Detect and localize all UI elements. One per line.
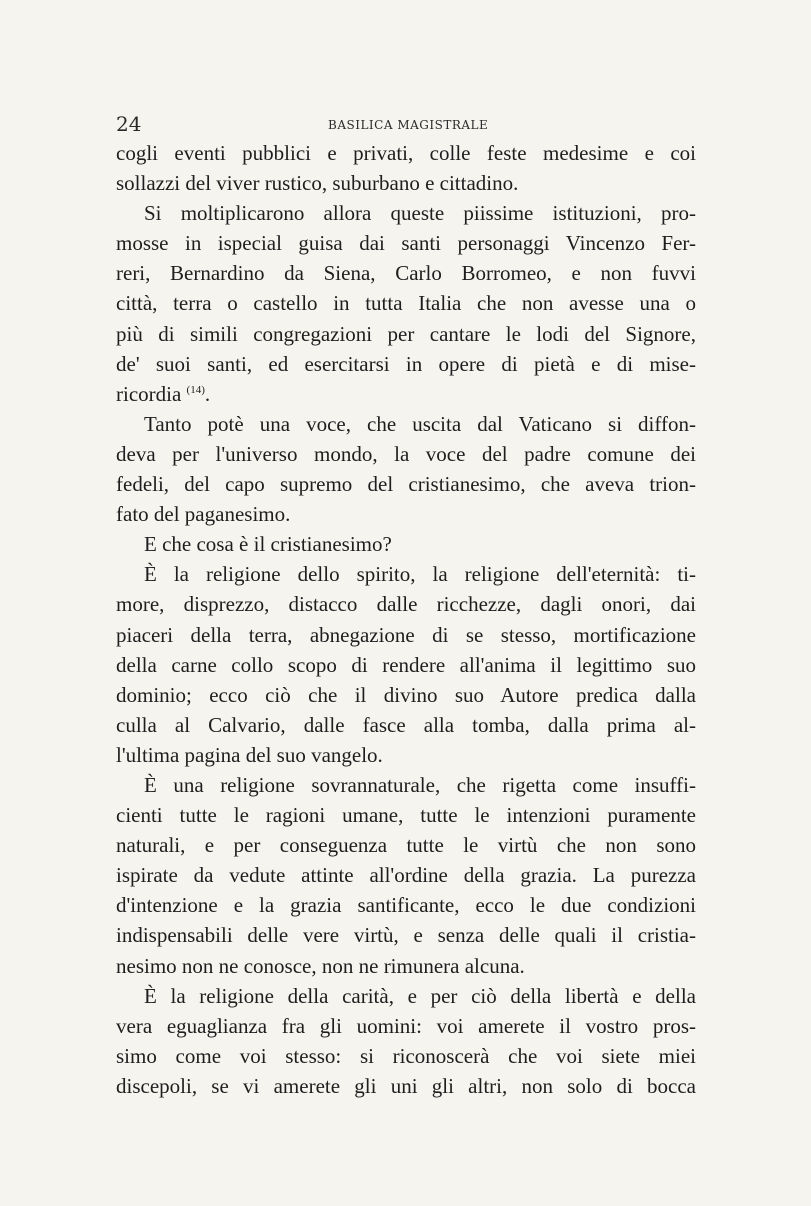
line-text: cienti tutte le ragioni umane, tutte le intenzioni puramente xyxy=(116,803,696,828)
text-line xyxy=(116,559,696,589)
line-text: sollazzi del viver rustico, suburbano e cittadino. xyxy=(116,171,519,196)
text-line xyxy=(116,800,696,830)
line-text: d'intenzione e la grazia santificante, ecco le due condizioni xyxy=(116,893,696,918)
text-line xyxy=(116,379,696,409)
page-header xyxy=(116,112,696,136)
line-text: della carne collo scopo di rendere all'anima il legittimo suo xyxy=(116,652,696,677)
line-text: deva per l'universo mondo, la voce del padre comune dei xyxy=(116,441,696,466)
line-text: simo come voi stesso: si riconoscerà che voi siete miei xyxy=(116,1043,696,1068)
line-text: ricordia xyxy=(116,381,182,406)
text-line xyxy=(116,168,696,198)
text-line xyxy=(116,138,696,168)
text-line xyxy=(116,258,696,288)
line-text: mosse in ispecial guisa dai santi personaggi Vincenzo Fer- xyxy=(116,231,696,256)
line-text: fedeli, del capo supremo del cristianesimo, che aveva trion- xyxy=(116,472,696,497)
text-line xyxy=(116,770,696,800)
line-text: È una religione sovrannaturale, che rigetta come insuffi- xyxy=(144,772,696,797)
text-line xyxy=(116,680,696,710)
text-line xyxy=(116,830,696,860)
line-text: piaceri della terra, abnegazione di se stesso, mortificazione xyxy=(116,622,696,647)
text-line xyxy=(116,710,696,740)
line-text: città, terra o castello in tutta Italia che non avesse una o xyxy=(116,291,696,316)
text-line xyxy=(116,650,696,680)
line-text: indispensabili delle vere virtù, e senza delle quali il cristia- xyxy=(116,923,696,948)
line-text: reri, Bernardino da Siena, Carlo Borromeo, e non fuvvi xyxy=(116,261,696,286)
line-text: fato del paganesimo. xyxy=(116,502,291,527)
line-text: more, disprezzo, distacco dalle ricchezze, dagli onori, dai xyxy=(116,592,696,617)
text-line xyxy=(116,529,696,559)
footnote-ref: (14) xyxy=(186,383,205,396)
text-line xyxy=(116,499,696,529)
text-line xyxy=(116,620,696,650)
text-line xyxy=(116,469,696,499)
running-title: BASILICA MAGISTRALE xyxy=(328,118,489,132)
text-line xyxy=(116,740,696,770)
line-text: culla al Calvario, dalle fasce alla tomba, dalla prima al- xyxy=(116,712,696,737)
line-text: È la religione dello spirito, la religione dell'eternità: ti- xyxy=(144,562,696,587)
text-line xyxy=(116,198,696,228)
line-text: dominio; ecco ciò che il divino suo Autore predica dalla xyxy=(116,682,696,707)
line-text: Tanto potè una voce, che uscita dal Vaticano si diffon- xyxy=(144,411,696,436)
text-line xyxy=(116,589,696,619)
text-line xyxy=(116,920,696,950)
line-text: l'ultima pagina del suo vangelo. xyxy=(116,742,383,767)
text-line xyxy=(116,319,696,349)
text-line xyxy=(116,860,696,890)
text-line xyxy=(116,981,696,1011)
text-line xyxy=(116,890,696,920)
text-line xyxy=(116,228,696,258)
line-text: nesimo non ne conosce, non ne rimunera alcuna. xyxy=(116,953,525,978)
text-line xyxy=(116,1071,696,1101)
text-line xyxy=(116,1041,696,1071)
line-text: ispirate da vedute attinte all'ordine della grazia. La purezza xyxy=(116,863,696,888)
line-text: naturali, e per conseguenza tutte le virtù che non sono xyxy=(116,833,696,858)
text-line xyxy=(116,439,696,469)
text-line xyxy=(116,349,696,379)
page-number: 24 xyxy=(116,112,142,136)
body-text xyxy=(116,138,696,1101)
line-text: cogli eventi pubblici e privati, colle feste medesime e coi xyxy=(116,141,696,165)
line-text: vera eguaglianza fra gli uomini: voi amerete il vostro pros- xyxy=(116,1013,696,1038)
line-text: Si moltiplicarono allora queste piissime istituzioni, pro- xyxy=(144,201,696,226)
text-line xyxy=(116,1011,696,1041)
text-line xyxy=(116,288,696,318)
line-text: più di simili congregazioni per cantare le lodi del Signore, xyxy=(116,321,696,346)
line-punctuation: . xyxy=(204,381,211,406)
line-text: de' suoi santi, ed esercitarsi in opere di pietà e di mise- xyxy=(116,351,696,376)
line-text: È la religione della carità, e per ciò della libertà e della xyxy=(144,983,696,1008)
line-text: discepoli, se vi amerete gli uni gli altri, non solo di bocca xyxy=(116,1073,696,1098)
text-line xyxy=(116,409,696,439)
line-text: E che cosa è il cristianesimo? xyxy=(144,532,392,557)
text-line xyxy=(116,951,696,981)
